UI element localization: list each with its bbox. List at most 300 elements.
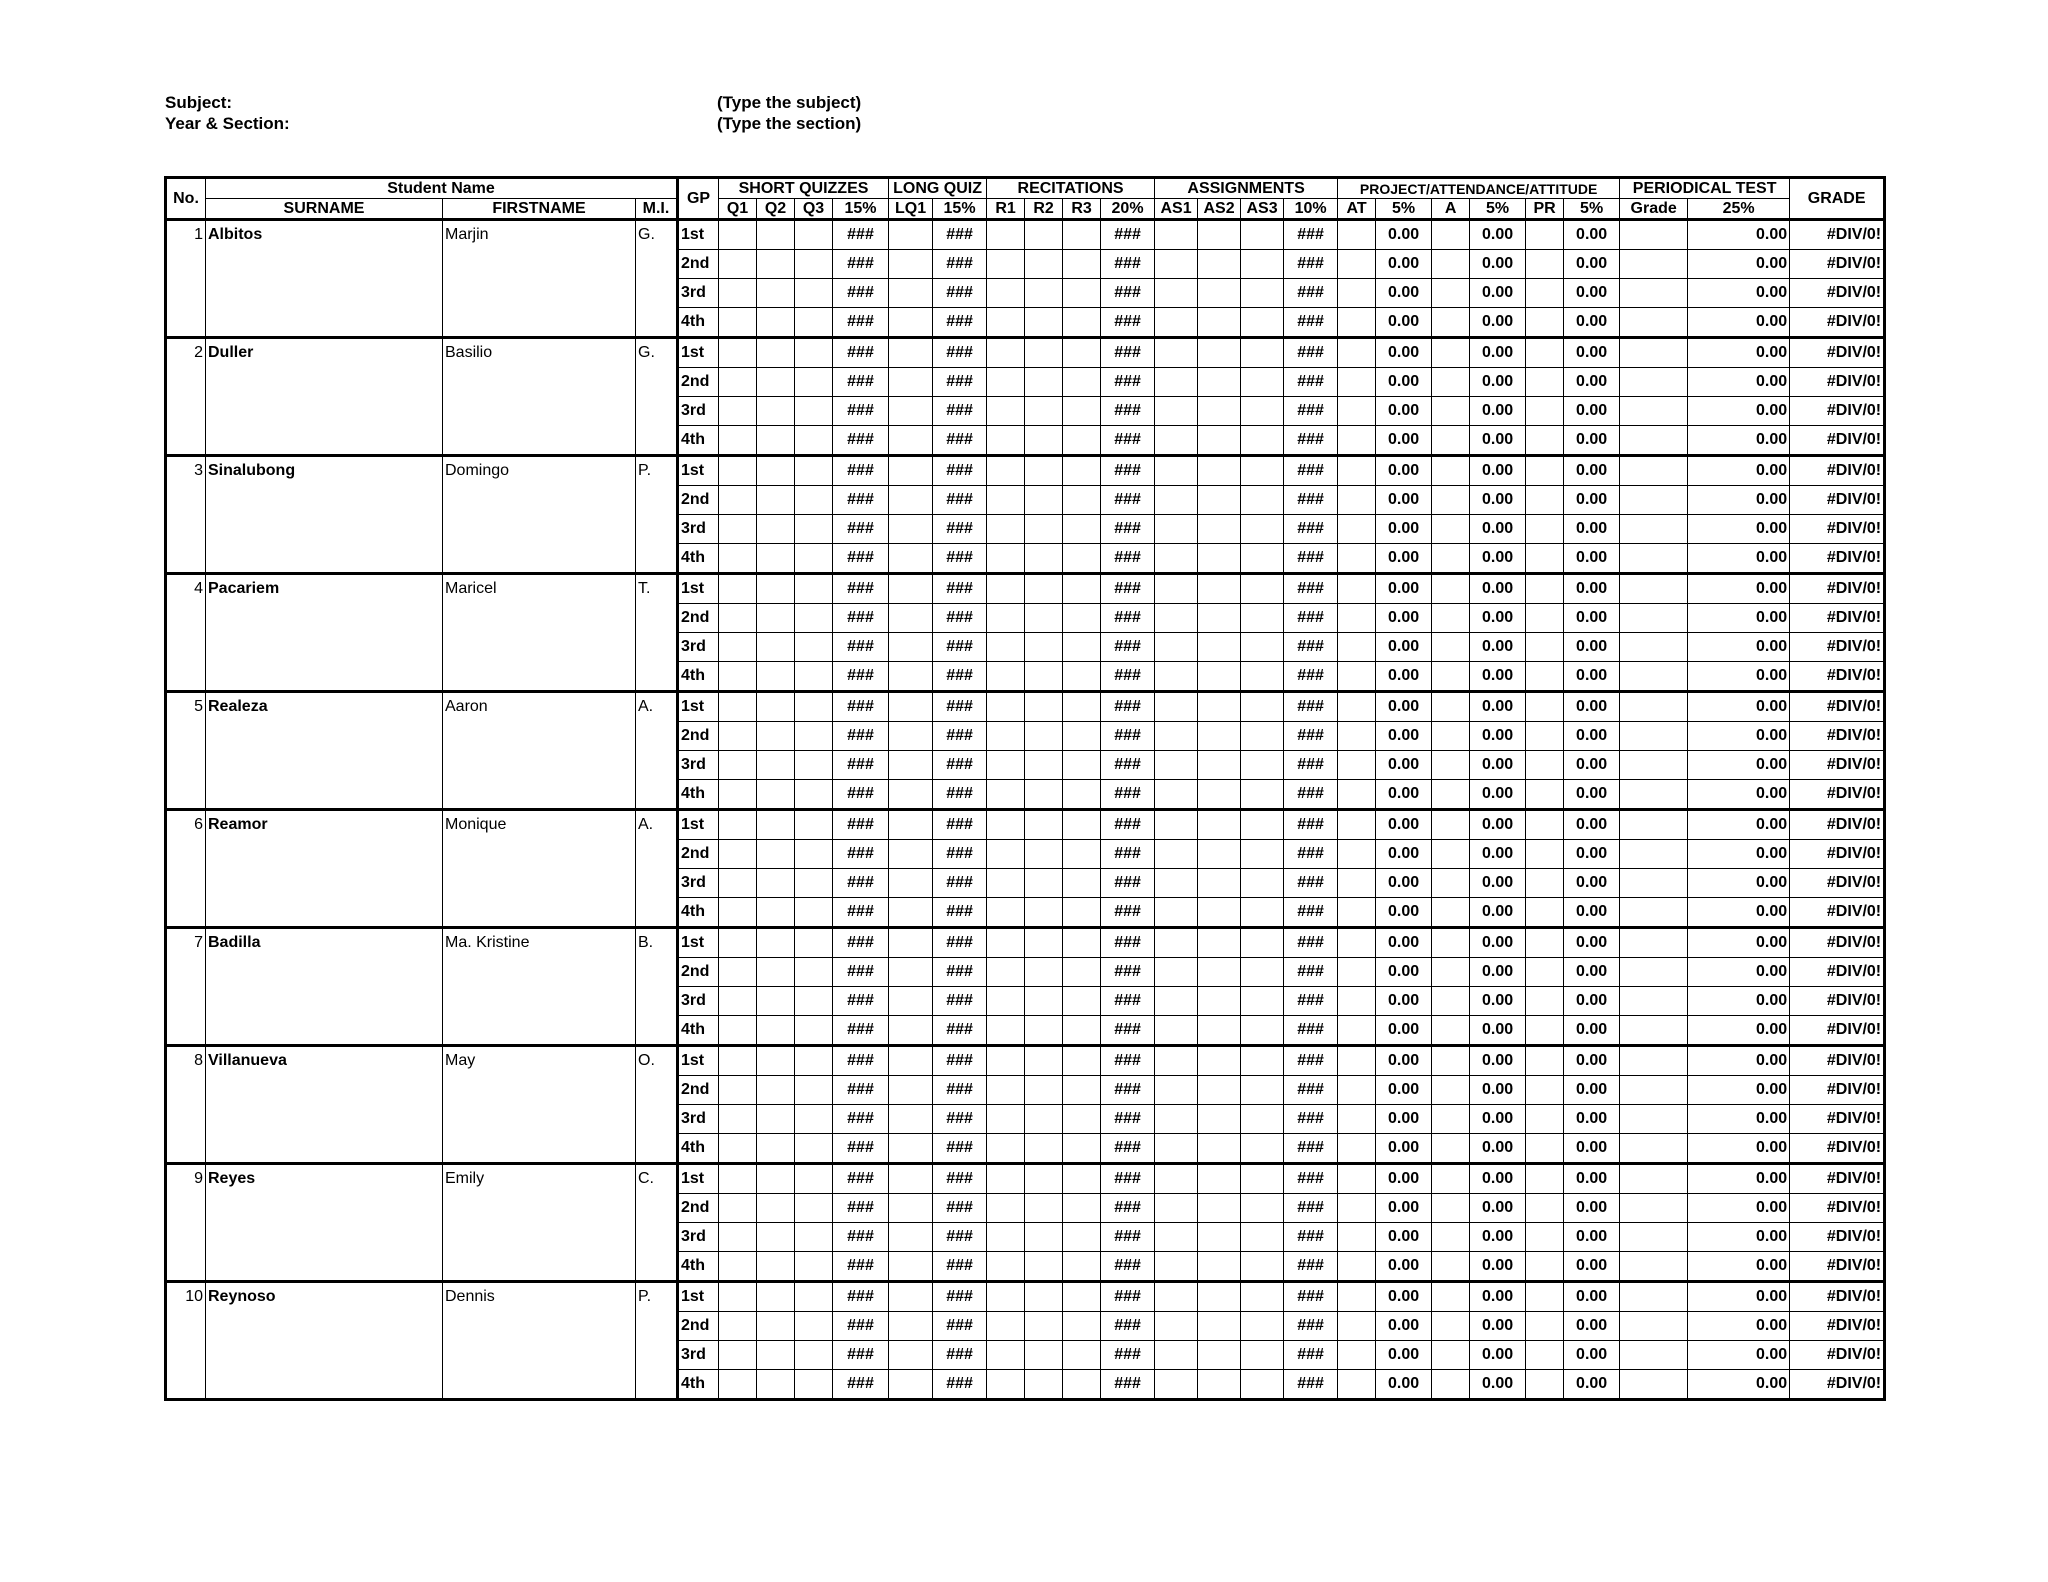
cell-r3[interactable] [1063,751,1101,780]
cell-lq1[interactable] [889,1370,933,1400]
cell-as3[interactable] [1241,1105,1284,1134]
cell-lq1[interactable] [889,604,933,633]
student-surname[interactable]: Badilla [206,928,443,1046]
cell-as2[interactable] [1198,486,1241,515]
cell-pr[interactable] [1526,780,1564,810]
cell-lq1[interactable] [889,544,933,574]
cell-q1[interactable] [719,515,757,544]
cell-pr[interactable] [1526,1341,1564,1370]
cell-pr[interactable] [1526,1282,1564,1312]
cell-as1[interactable] [1155,1312,1198,1341]
student-mi[interactable]: A. [636,692,678,810]
cell-at[interactable] [1338,426,1376,456]
cell-as3[interactable] [1241,1164,1284,1194]
cell-as1[interactable] [1155,544,1198,574]
cell-as2[interactable] [1198,1164,1241,1194]
cell-r1[interactable] [987,1341,1025,1370]
cell-at[interactable] [1338,279,1376,308]
cell-q1[interactable] [719,486,757,515]
cell-r1[interactable] [987,1134,1025,1164]
cell-q2[interactable] [757,604,795,633]
cell-q2[interactable] [757,898,795,928]
cell-as3[interactable] [1241,279,1284,308]
cell-r2[interactable] [1025,898,1063,928]
cell-as2[interactable] [1198,1223,1241,1252]
cell-at[interactable] [1338,1134,1376,1164]
cell-pr[interactable] [1526,250,1564,279]
cell-q1[interactable] [719,456,757,486]
cell-as2[interactable] [1198,1194,1241,1223]
cell-q3[interactable] [795,279,833,308]
cell-pr[interactable] [1526,279,1564,308]
cell-q1[interactable] [719,869,757,898]
cell-a[interactable] [1432,1252,1470,1282]
cell-r1[interactable] [987,279,1025,308]
cell-q2[interactable] [757,869,795,898]
cell-q2[interactable] [757,1016,795,1046]
cell-q3[interactable] [795,1076,833,1105]
cell-r3[interactable] [1063,633,1101,662]
cell-q3[interactable] [795,338,833,368]
cell-as2[interactable] [1198,279,1241,308]
cell-q3[interactable] [795,544,833,574]
cell-r2[interactable] [1025,456,1063,486]
cell-r2[interactable] [1025,958,1063,987]
cell-as1[interactable] [1155,397,1198,426]
cell-pt-grade[interactable] [1620,604,1688,633]
cell-q3[interactable] [795,987,833,1016]
cell-q2[interactable] [757,397,795,426]
cell-pt-grade[interactable] [1620,515,1688,544]
cell-lq1[interactable] [889,368,933,397]
cell-as3[interactable] [1241,1223,1284,1252]
cell-q3[interactable] [795,515,833,544]
cell-a[interactable] [1432,1341,1470,1370]
student-mi[interactable]: A. [636,810,678,928]
cell-q2[interactable] [757,574,795,604]
cell-pr[interactable] [1526,1223,1564,1252]
cell-as3[interactable] [1241,456,1284,486]
cell-lq1[interactable] [889,898,933,928]
cell-q1[interactable] [719,368,757,397]
cell-lq1[interactable] [889,1076,933,1105]
student-number[interactable]: 6 [166,810,206,928]
cell-r3[interactable] [1063,338,1101,368]
cell-r1[interactable] [987,1312,1025,1341]
cell-as1[interactable] [1155,338,1198,368]
cell-r3[interactable] [1063,397,1101,426]
cell-as1[interactable] [1155,692,1198,722]
cell-pt-grade[interactable] [1620,987,1688,1016]
cell-r1[interactable] [987,692,1025,722]
cell-q3[interactable] [795,1105,833,1134]
cell-q2[interactable] [757,810,795,840]
cell-r1[interactable] [987,1252,1025,1282]
cell-r3[interactable] [1063,368,1101,397]
cell-a[interactable] [1432,780,1470,810]
cell-r2[interactable] [1025,1194,1063,1223]
cell-q1[interactable] [719,1016,757,1046]
cell-at[interactable] [1338,220,1376,250]
cell-q2[interactable] [757,308,795,338]
cell-lq1[interactable] [889,987,933,1016]
cell-as2[interactable] [1198,692,1241,722]
cell-as3[interactable] [1241,574,1284,604]
cell-lq1[interactable] [889,250,933,279]
cell-q3[interactable] [795,397,833,426]
cell-pt-grade[interactable] [1620,1134,1688,1164]
cell-as3[interactable] [1241,544,1284,574]
cell-pt-grade[interactable] [1620,633,1688,662]
cell-r3[interactable] [1063,987,1101,1016]
cell-r3[interactable] [1063,279,1101,308]
cell-r2[interactable] [1025,486,1063,515]
cell-q2[interactable] [757,1252,795,1282]
cell-a[interactable] [1432,987,1470,1016]
cell-pr[interactable] [1526,604,1564,633]
cell-as2[interactable] [1198,987,1241,1016]
cell-pt-grade[interactable] [1620,722,1688,751]
student-mi[interactable]: P. [636,456,678,574]
student-firstname[interactable]: Aaron [443,692,636,810]
cell-as3[interactable] [1241,397,1284,426]
cell-at[interactable] [1338,722,1376,751]
cell-q2[interactable] [757,456,795,486]
cell-q1[interactable] [719,574,757,604]
cell-as2[interactable] [1198,368,1241,397]
cell-q1[interactable] [719,722,757,751]
cell-as2[interactable] [1198,1282,1241,1312]
cell-pt-grade[interactable] [1620,250,1688,279]
cell-r2[interactable] [1025,1370,1063,1400]
cell-r2[interactable] [1025,1076,1063,1105]
cell-pr[interactable] [1526,1046,1564,1076]
cell-as3[interactable] [1241,692,1284,722]
cell-as3[interactable] [1241,810,1284,840]
cell-q1[interactable] [719,928,757,958]
cell-a[interactable] [1432,426,1470,456]
cell-a[interactable] [1432,810,1470,840]
cell-q3[interactable] [795,722,833,751]
cell-q2[interactable] [757,1076,795,1105]
cell-a[interactable] [1432,1282,1470,1312]
cell-r2[interactable] [1025,810,1063,840]
cell-r3[interactable] [1063,1252,1101,1282]
cell-q3[interactable] [795,486,833,515]
cell-as2[interactable] [1198,1016,1241,1046]
cell-r1[interactable] [987,1164,1025,1194]
cell-a[interactable] [1432,544,1470,574]
cell-lq1[interactable] [889,928,933,958]
cell-at[interactable] [1338,1370,1376,1400]
cell-as1[interactable] [1155,1134,1198,1164]
cell-as1[interactable] [1155,662,1198,692]
cell-as1[interactable] [1155,1046,1198,1076]
student-surname[interactable]: Realeza [206,692,443,810]
cell-q1[interactable] [719,987,757,1016]
cell-q1[interactable] [719,1134,757,1164]
cell-q3[interactable] [795,1312,833,1341]
cell-q1[interactable] [719,1282,757,1312]
cell-q2[interactable] [757,515,795,544]
cell-r2[interactable] [1025,515,1063,544]
cell-q3[interactable] [795,1046,833,1076]
cell-r2[interactable] [1025,220,1063,250]
cell-a[interactable] [1432,1076,1470,1105]
cell-as3[interactable] [1241,987,1284,1016]
cell-as1[interactable] [1155,780,1198,810]
cell-pt-grade[interactable] [1620,1223,1688,1252]
cell-r1[interactable] [987,397,1025,426]
cell-as1[interactable] [1155,1282,1198,1312]
cell-q1[interactable] [719,338,757,368]
cell-pr[interactable] [1526,1194,1564,1223]
cell-a[interactable] [1432,1312,1470,1341]
cell-a[interactable] [1432,279,1470,308]
cell-q2[interactable] [757,368,795,397]
cell-r3[interactable] [1063,604,1101,633]
cell-q1[interactable] [719,1341,757,1370]
cell-q3[interactable] [795,633,833,662]
cell-pr[interactable] [1526,574,1564,604]
cell-a[interactable] [1432,958,1470,987]
cell-a[interactable] [1432,220,1470,250]
cell-q1[interactable] [719,397,757,426]
cell-at[interactable] [1338,869,1376,898]
cell-as2[interactable] [1198,1105,1241,1134]
cell-r2[interactable] [1025,1164,1063,1194]
student-number[interactable]: 2 [166,338,206,456]
cell-q1[interactable] [719,780,757,810]
cell-q3[interactable] [795,1194,833,1223]
cell-lq1[interactable] [889,1282,933,1312]
cell-a[interactable] [1432,486,1470,515]
cell-pt-grade[interactable] [1620,751,1688,780]
cell-q1[interactable] [719,220,757,250]
cell-q1[interactable] [719,840,757,869]
cell-as2[interactable] [1198,604,1241,633]
cell-a[interactable] [1432,1105,1470,1134]
cell-as3[interactable] [1241,898,1284,928]
cell-at[interactable] [1338,692,1376,722]
cell-q1[interactable] [719,662,757,692]
cell-pr[interactable] [1526,840,1564,869]
cell-as3[interactable] [1241,780,1284,810]
cell-at[interactable] [1338,397,1376,426]
cell-as3[interactable] [1241,928,1284,958]
cell-r1[interactable] [987,1223,1025,1252]
cell-pt-grade[interactable] [1620,279,1688,308]
cell-q2[interactable] [757,426,795,456]
cell-lq1[interactable] [889,1252,933,1282]
cell-q1[interactable] [719,898,757,928]
cell-as1[interactable] [1155,368,1198,397]
cell-r2[interactable] [1025,1016,1063,1046]
cell-as1[interactable] [1155,958,1198,987]
cell-r2[interactable] [1025,1223,1063,1252]
cell-at[interactable] [1338,958,1376,987]
cell-at[interactable] [1338,1223,1376,1252]
cell-as2[interactable] [1198,722,1241,751]
cell-r3[interactable] [1063,958,1101,987]
cell-q1[interactable] [719,1370,757,1400]
student-number[interactable]: 9 [166,1164,206,1282]
cell-pr[interactable] [1526,692,1564,722]
cell-q2[interactable] [757,928,795,958]
cell-pr[interactable] [1526,220,1564,250]
cell-r2[interactable] [1025,279,1063,308]
cell-pt-grade[interactable] [1620,1312,1688,1341]
cell-r2[interactable] [1025,1282,1063,1312]
cell-pr[interactable] [1526,898,1564,928]
cell-r1[interactable] [987,1282,1025,1312]
cell-a[interactable] [1432,1046,1470,1076]
cell-at[interactable] [1338,574,1376,604]
cell-pr[interactable] [1526,1076,1564,1105]
student-surname[interactable]: Sinalubong [206,456,443,574]
cell-a[interactable] [1432,308,1470,338]
cell-pr[interactable] [1526,486,1564,515]
cell-r2[interactable] [1025,1252,1063,1282]
cell-r3[interactable] [1063,1194,1101,1223]
cell-at[interactable] [1338,1105,1376,1134]
cell-pt-grade[interactable] [1620,544,1688,574]
cell-q3[interactable] [795,869,833,898]
student-surname[interactable]: Reamor [206,810,443,928]
cell-as2[interactable] [1198,633,1241,662]
cell-q1[interactable] [719,751,757,780]
cell-lq1[interactable] [889,751,933,780]
cell-lq1[interactable] [889,426,933,456]
cell-r3[interactable] [1063,308,1101,338]
cell-r3[interactable] [1063,1164,1101,1194]
cell-pr[interactable] [1526,810,1564,840]
student-mi[interactable]: P. [636,1282,678,1400]
cell-q3[interactable] [795,1341,833,1370]
cell-lq1[interactable] [889,1134,933,1164]
cell-as3[interactable] [1241,308,1284,338]
cell-as2[interactable] [1198,426,1241,456]
cell-lq1[interactable] [889,220,933,250]
cell-at[interactable] [1338,1194,1376,1223]
cell-pr[interactable] [1526,662,1564,692]
student-surname[interactable]: Duller [206,338,443,456]
cell-a[interactable] [1432,604,1470,633]
cell-pr[interactable] [1526,928,1564,958]
cell-lq1[interactable] [889,279,933,308]
cell-r3[interactable] [1063,722,1101,751]
cell-pt-grade[interactable] [1620,426,1688,456]
cell-r2[interactable] [1025,368,1063,397]
cell-r1[interactable] [987,1370,1025,1400]
cell-at[interactable] [1338,1164,1376,1194]
cell-pr[interactable] [1526,1312,1564,1341]
cell-as2[interactable] [1198,1370,1241,1400]
cell-lq1[interactable] [889,692,933,722]
cell-lq1[interactable] [889,869,933,898]
cell-a[interactable] [1432,898,1470,928]
cell-at[interactable] [1338,1312,1376,1341]
cell-r1[interactable] [987,958,1025,987]
cell-as2[interactable] [1198,515,1241,544]
student-number[interactable]: 10 [166,1282,206,1400]
cell-pt-grade[interactable] [1620,456,1688,486]
cell-q3[interactable] [795,662,833,692]
cell-q1[interactable] [719,1194,757,1223]
cell-as2[interactable] [1198,574,1241,604]
cell-at[interactable] [1338,751,1376,780]
cell-as3[interactable] [1241,1076,1284,1105]
student-firstname[interactable]: May [443,1046,636,1164]
student-mi[interactable]: T. [636,574,678,692]
cell-at[interactable] [1338,1341,1376,1370]
cell-pr[interactable] [1526,869,1564,898]
cell-q3[interactable] [795,692,833,722]
cell-as2[interactable] [1198,1252,1241,1282]
cell-r3[interactable] [1063,869,1101,898]
cell-q1[interactable] [719,810,757,840]
cell-pt-grade[interactable] [1620,397,1688,426]
student-firstname[interactable]: Maricel [443,574,636,692]
cell-r3[interactable] [1063,810,1101,840]
cell-r2[interactable] [1025,840,1063,869]
cell-as2[interactable] [1198,544,1241,574]
cell-lq1[interactable] [889,1223,933,1252]
cell-q3[interactable] [795,1016,833,1046]
cell-a[interactable] [1432,397,1470,426]
cell-a[interactable] [1432,633,1470,662]
cell-r3[interactable] [1063,486,1101,515]
student-firstname[interactable]: Ma. Kristine [443,928,636,1046]
cell-q1[interactable] [719,1076,757,1105]
student-number[interactable]: 7 [166,928,206,1046]
cell-at[interactable] [1338,1282,1376,1312]
cell-pr[interactable] [1526,368,1564,397]
cell-r1[interactable] [987,633,1025,662]
cell-r2[interactable] [1025,1046,1063,1076]
cell-q3[interactable] [795,574,833,604]
student-firstname[interactable]: Basilio [443,338,636,456]
cell-as2[interactable] [1198,662,1241,692]
cell-r2[interactable] [1025,1341,1063,1370]
cell-a[interactable] [1432,722,1470,751]
cell-pt-grade[interactable] [1620,898,1688,928]
cell-lq1[interactable] [889,515,933,544]
cell-lq1[interactable] [889,574,933,604]
cell-as1[interactable] [1155,515,1198,544]
cell-q1[interactable] [719,308,757,338]
student-surname[interactable]: Reyes [206,1164,443,1282]
cell-pt-grade[interactable] [1620,1282,1688,1312]
cell-r3[interactable] [1063,692,1101,722]
cell-q3[interactable] [795,426,833,456]
cell-as3[interactable] [1241,1016,1284,1046]
cell-as3[interactable] [1241,486,1284,515]
cell-pr[interactable] [1526,751,1564,780]
cell-r1[interactable] [987,574,1025,604]
cell-as2[interactable] [1198,338,1241,368]
cell-as2[interactable] [1198,869,1241,898]
cell-q2[interactable] [757,722,795,751]
cell-pt-grade[interactable] [1620,692,1688,722]
cell-q2[interactable] [757,250,795,279]
cell-at[interactable] [1338,544,1376,574]
cell-q2[interactable] [757,1370,795,1400]
cell-pt-grade[interactable] [1620,810,1688,840]
cell-as1[interactable] [1155,574,1198,604]
cell-lq1[interactable] [889,1341,933,1370]
cell-q3[interactable] [795,1252,833,1282]
